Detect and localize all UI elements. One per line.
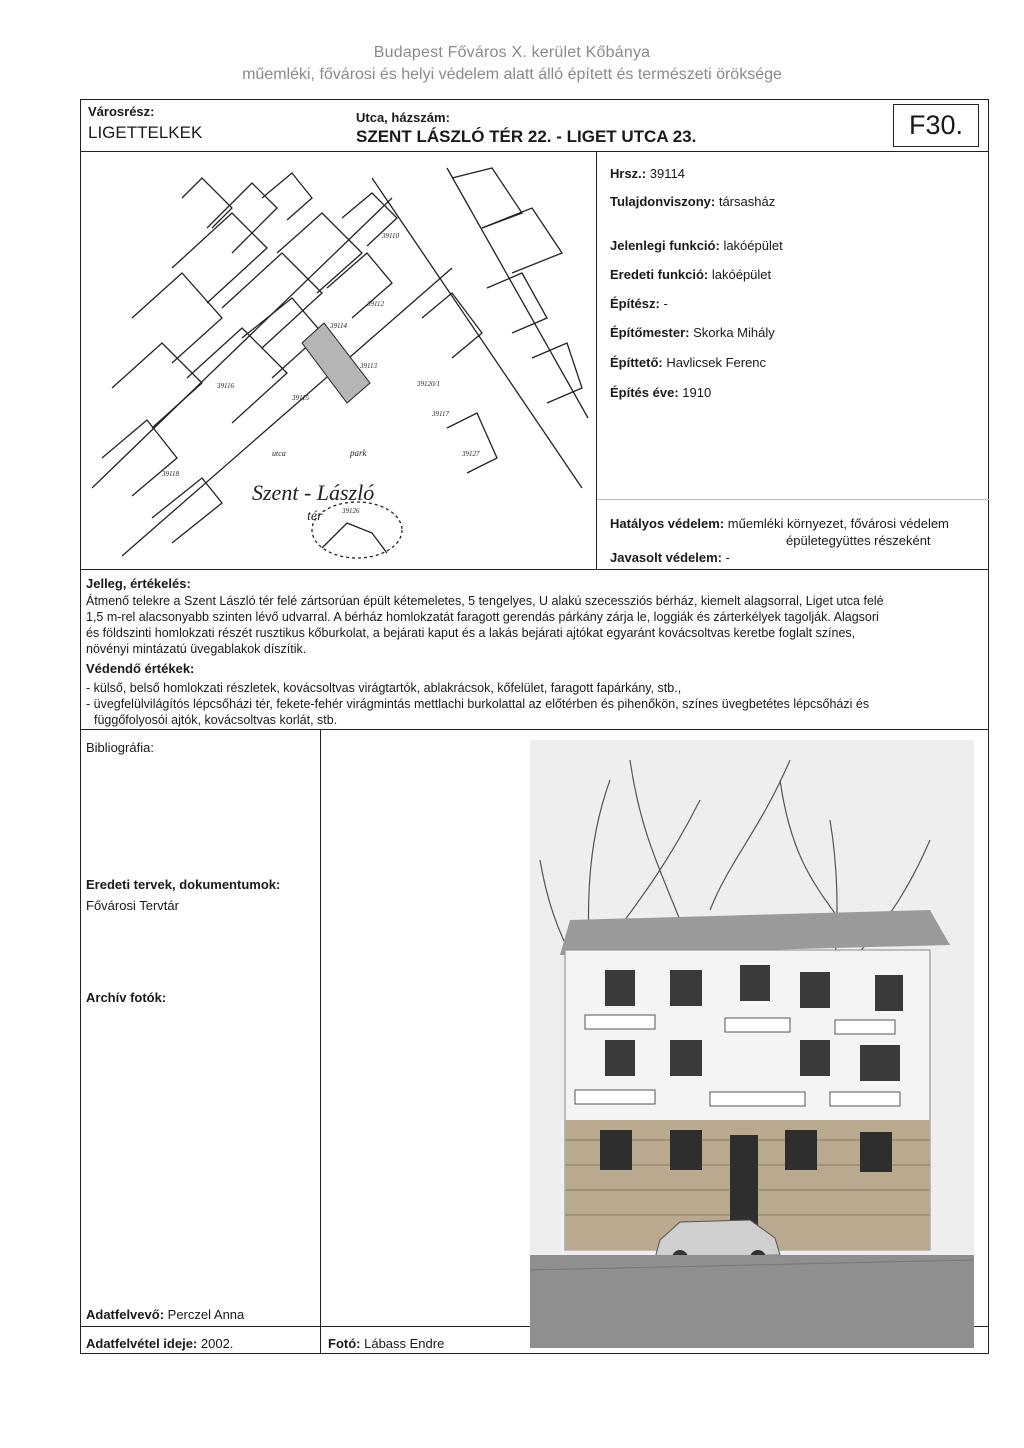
map-parcel-label: 39112 [367, 300, 384, 308]
current-protection: Hatályos védelem: műemléki környezet, fővárosi védelem [610, 516, 949, 531]
values-line: - üvegfelülvilágítós lépcsőházi tér, fekete-fehér virágmintás mettlachi burkolattal az előtérben és pihenőkön, színes üvegbetétes lépcsőházi és [86, 697, 870, 711]
values-line: függőfolyosói ajtók, kovácsoltvas korlát, stb. [94, 713, 338, 727]
map-parcel [222, 253, 322, 348]
evaluation-title: Jelleg, értékelés: [86, 576, 191, 591]
map-parcel [487, 273, 547, 333]
current-protection-cont: épületegyüttes részeként [786, 533, 931, 548]
map-parcel [152, 478, 222, 543]
building-photo [530, 740, 974, 1348]
map-parcel [447, 413, 497, 473]
map-parcel [422, 293, 482, 358]
record-code: F30. [893, 104, 979, 147]
map-parcel [327, 253, 392, 318]
values-title: Védendő értékek: [86, 661, 195, 676]
current-function: Jelenlegi funkció: lakóépület [610, 238, 783, 253]
commissioner: Építtető: Havlicsek Ferenc [610, 355, 767, 370]
map-parcel-label: 39127 [462, 450, 480, 458]
column-divider [320, 730, 321, 1354]
map-utca-label: utca [272, 449, 286, 458]
map-parcel [262, 173, 312, 220]
map-parcel-label: 39118 [162, 470, 179, 478]
street-value: SZENT LÁSZLÓ TÉR 22. - LIGET UTCA 23. [356, 127, 697, 146]
ownership: Tulajdonviszony: társasház [610, 194, 776, 209]
plans-value: Fővárosi Tervtár [86, 898, 179, 913]
build-year: Építés éve: 1910 [610, 385, 712, 400]
map-street-edge [372, 178, 582, 488]
map-parcel [482, 208, 562, 273]
evaluation-line: és földszinti homlokzati részét rusztikus kőburkolat, a bejárati kaput és a lakás bejárati ajtókat egyaránt kovácsoltvas keretbe foglalt színes, [86, 626, 856, 640]
values-line: - külső, belső homlokzati részletek, kovácsoltvas virágtartók, ablakrácsok, kőfelület, faragott fapárkány, stb., [86, 681, 682, 695]
map-parcel-label: 39116 [217, 382, 234, 390]
header-title: Budapest Főváros X. kerület Kőbánya [373, 44, 651, 61]
master-builder: Építőmester: Skorka Mihály [610, 325, 775, 340]
evaluation-line: Átmenő telekre a Szent László tér felé zártsorúan épült kétemeletes, 5 tengelyes, U alakú szecessziós bérház, kiemelt alagsorral, Liget utca felé [86, 594, 884, 608]
photo-credit: Fotó: Lábass Endre [328, 1336, 445, 1351]
map-park-label: park [350, 448, 367, 458]
info-divider [596, 152, 597, 570]
building-photo-drawing [530, 740, 974, 1348]
district-value: LIGETTELKEK [88, 123, 203, 142]
map-parcel-label: 39120/1 [417, 380, 440, 388]
map-parcel [172, 213, 267, 303]
map-parcel [187, 328, 287, 423]
map-parcel-label: 39114 [330, 322, 347, 330]
bibliography-label: Bibliográfia: [86, 740, 154, 755]
evaluation-line: növényi mintázatú üvegablakok díszítik. [86, 642, 307, 656]
map-parcel [277, 213, 362, 293]
architect: Építész: - [610, 296, 668, 311]
map-square-shape [322, 523, 387, 553]
plans-label: Eredeti tervek, dokumentumok: [86, 877, 281, 892]
header-subtitle: műemléki, fővárosi és helyi védelem alatt álló épített és természeti öröksége [242, 66, 782, 83]
map-parcel-label: 39110 [382, 232, 399, 240]
map-parcel [132, 273, 222, 363]
map-square-label: tér [307, 509, 323, 524]
map-parcel-label: 39113 [360, 362, 377, 370]
street-label: Utca, házszám: [356, 110, 450, 125]
map-drawing [92, 158, 590, 566]
map-parcel [102, 420, 177, 496]
original-function: Eredeti funkció: lakóépület [610, 267, 772, 282]
map-street-edge [92, 198, 392, 488]
cadastral-map [92, 158, 590, 566]
evaluation-line: 1,5 m-rel alacsonyabb szinten lévő udvarral. A bérház homlokzatát faragott gerendás párkány zárja le, loggiák és zárterkélyek tagolják. Alagsori [86, 610, 879, 624]
map-parcel [452, 168, 522, 228]
protection-divider [597, 499, 989, 500]
archive-label: Archív fotók: [86, 990, 167, 1005]
map-parcel-label: 39115 [292, 394, 309, 402]
recorder: Adatfelvevő: Perczel Anna [86, 1307, 245, 1322]
hrsz: Hrsz.: 39114 [610, 166, 685, 181]
map-parcel-label: 39126 [342, 507, 360, 515]
proposed-protection: Javasolt védelem: - [610, 550, 730, 565]
map-parcel [112, 343, 202, 428]
record-date: Adatfelvétel ideje: 2002. [86, 1336, 234, 1351]
map-parcel-label: 39117 [432, 410, 449, 418]
map-street-label: Szent - László [252, 480, 375, 505]
district-label: Városrész: [88, 104, 155, 119]
